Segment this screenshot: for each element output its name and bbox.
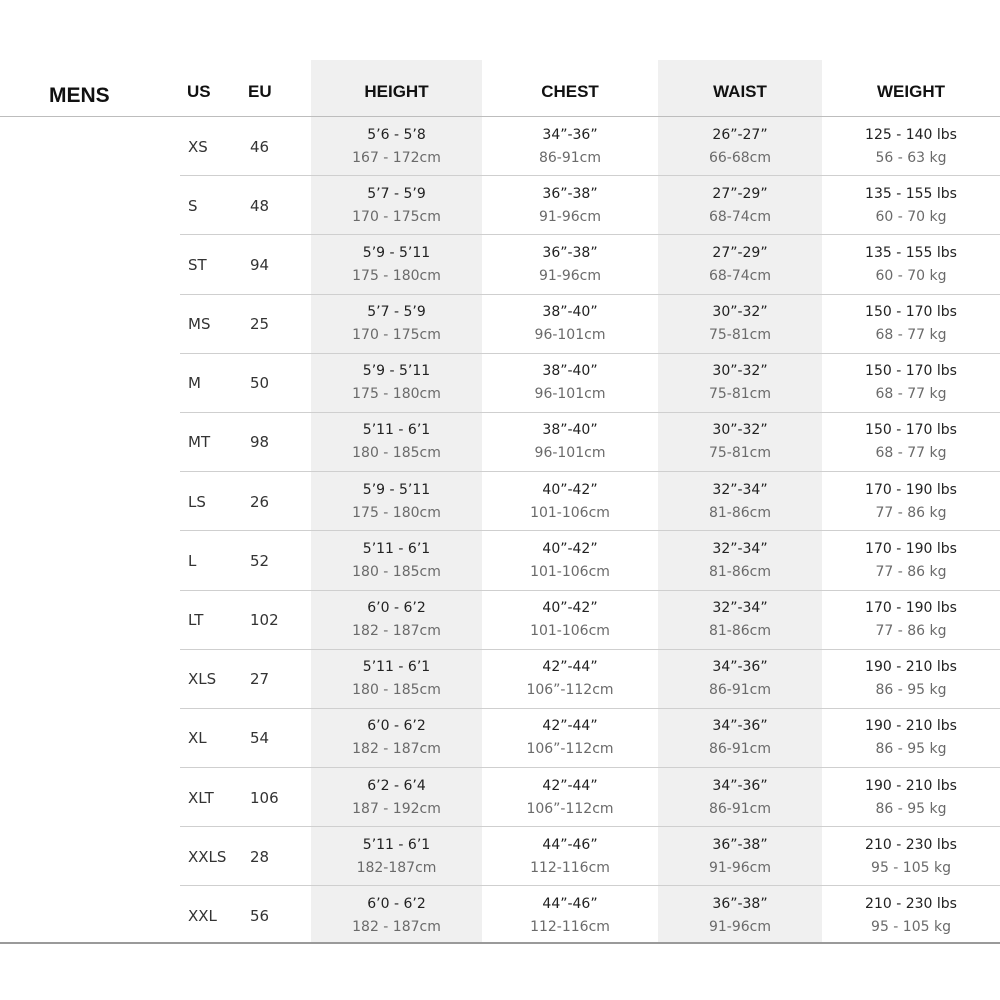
height-metric: 182 - 187cm (352, 741, 441, 758)
size-us: ST (188, 255, 207, 274)
waist-imperial: 30”-32” (712, 363, 768, 380)
waist-imperial: 34”-36” (712, 718, 768, 735)
height-cell (311, 354, 482, 413)
height-cell (311, 117, 482, 176)
waist-cell (658, 176, 822, 235)
table-row (0, 472, 1000, 531)
waist-imperial: 27”-29” (712, 244, 768, 261)
waist-metric: 81-86cm (708, 504, 771, 521)
weight-cell (822, 768, 1000, 827)
chest-metric: 106”-112cm (526, 682, 614, 699)
chest-metric: 91-96cm (538, 267, 601, 284)
weight-metric: 86 - 95 kg (875, 682, 947, 699)
table-row (0, 235, 1000, 294)
waist-imperial: 34”-36” (712, 777, 768, 794)
size-us: XXLS (188, 847, 227, 866)
weight-metric: 56 - 63 kg (875, 149, 947, 166)
height-imperial: 5’11 - 6’1 (362, 659, 431, 676)
waist-cell (658, 827, 822, 886)
table-row (0, 354, 1000, 413)
waist-cell (658, 886, 822, 945)
chest-cell (482, 413, 658, 472)
size-eu: 28 (250, 847, 270, 866)
weight-cell (822, 886, 1000, 945)
weight-imperial: 210 - 230 lbs (865, 895, 957, 912)
height-imperial: 5’9 - 5’11 (362, 363, 431, 380)
chest-cell (482, 768, 658, 827)
table-row (0, 827, 1000, 886)
chest-imperial: 36”-38” (542, 244, 598, 261)
height-imperial: 5’11 - 6’1 (362, 422, 431, 439)
size-us: S (188, 196, 198, 215)
chest-cell (482, 709, 658, 768)
weight-cell (822, 472, 1000, 531)
weight-cell (822, 591, 1000, 650)
header-weight: WEIGHT (877, 82, 945, 101)
chest-metric: 101-106cm (530, 623, 610, 639)
waist-cell (658, 472, 822, 531)
header-height: HEIGHT (364, 82, 429, 101)
chest-metric: 101-106cm (530, 563, 610, 580)
size-us: MS (188, 315, 211, 334)
height-cell (311, 413, 482, 472)
weight-imperial: 170 - 190 lbs (865, 540, 957, 557)
weight-imperial: 135 - 155 lbs (865, 185, 957, 202)
height-metric: 175 - 180cm (352, 504, 441, 521)
chest-cell (482, 827, 658, 886)
weight-cell (822, 413, 1000, 472)
chest-imperial: 42”-44” (542, 718, 598, 735)
size-eu: 48 (250, 196, 270, 215)
chest-metric: 101-106cm (530, 504, 610, 521)
height-metric: 182 - 187cm (352, 918, 441, 935)
size-table-body (0, 117, 1000, 946)
chest-cell (482, 472, 658, 531)
height-metric: 170 - 175cm (352, 327, 441, 344)
chest-imperial: 42”-44” (542, 659, 598, 676)
height-metric: 182 - 187cm (352, 623, 441, 639)
size-eu: 98 (250, 433, 270, 452)
waist-metric: 75-81cm (708, 445, 771, 462)
size-eu: 25 (250, 315, 270, 334)
header-chest: CHEST (541, 82, 599, 101)
size-us: XXL (188, 906, 217, 925)
size-us: MT (188, 433, 211, 452)
height-metric: 175 - 180cm (352, 386, 441, 403)
size-eu: 26 (250, 492, 270, 511)
waist-cell (658, 531, 822, 590)
weight-cell (822, 650, 1000, 709)
table-row (0, 176, 1000, 235)
size-us: XS (188, 137, 208, 156)
height-cell (311, 591, 482, 650)
weight-metric: 77 - 86 kg (875, 623, 947, 639)
chest-cell (482, 886, 658, 945)
waist-cell (658, 591, 822, 650)
weight-imperial: 190 - 210 lbs (865, 718, 957, 735)
height-cell (311, 709, 482, 768)
waist-metric: 81-86cm (708, 623, 771, 639)
height-metric: 187 - 192cm (352, 800, 441, 817)
waist-imperial: 36”-38” (712, 836, 768, 853)
height-cell (311, 886, 482, 945)
chest-imperial: 36”-38” (542, 185, 598, 202)
waist-metric: 66-68cm (708, 149, 771, 166)
weight-imperial: 150 - 170 lbs (865, 304, 957, 321)
weight-metric: 77 - 86 kg (875, 504, 947, 521)
waist-metric: 86-91cm (708, 800, 771, 817)
weight-cell (822, 531, 1000, 590)
chest-metric: 91-96cm (538, 208, 601, 225)
chest-cell (482, 354, 658, 413)
waist-metric: 86-91cm (708, 741, 771, 758)
chest-cell (482, 531, 658, 590)
table-row (0, 768, 1000, 827)
weight-cell (822, 117, 1000, 176)
chest-metric: 96-101cm (534, 327, 606, 344)
height-metric: 182-187cm (356, 859, 437, 876)
chest-imperial: 40”-42” (542, 481, 598, 498)
table-row (0, 709, 1000, 768)
waist-metric: 68-74cm (708, 267, 771, 284)
weight-metric: 68 - 77 kg (875, 386, 947, 403)
weight-metric: 60 - 70 kg (875, 267, 947, 284)
height-metric: 180 - 185cm (352, 563, 441, 580)
weight-imperial: 135 - 155 lbs (865, 244, 957, 261)
chest-cell (482, 235, 658, 294)
chest-imperial: 40”-42” (542, 600, 598, 616)
chest-metric: 106”-112cm (526, 800, 614, 817)
size-eu: 102 (250, 611, 279, 629)
height-cell (311, 176, 482, 235)
height-cell (311, 531, 482, 590)
size-us: M (188, 374, 201, 393)
chest-imperial: 34”-36” (542, 126, 598, 143)
height-imperial: 5’9 - 5’11 (362, 244, 431, 261)
header-waist: WAIST (713, 82, 767, 101)
size-us: XLS (188, 670, 217, 689)
size-eu: 50 (250, 374, 270, 393)
chest-metric: 86-91cm (538, 149, 601, 166)
table-bottom-divider (0, 942, 1000, 944)
weight-imperial: 150 - 170 lbs (865, 422, 957, 439)
height-cell (311, 235, 482, 294)
waist-imperial: 30”-32” (712, 304, 768, 321)
section-title: MENS (49, 84, 110, 107)
waist-metric: 91-96cm (708, 918, 771, 935)
size-eu: 46 (250, 137, 270, 156)
weight-imperial: 210 - 230 lbs (865, 836, 957, 853)
table-row (0, 650, 1000, 709)
table-row (0, 886, 1000, 945)
size-eu: 106 (250, 788, 279, 807)
weight-metric: 95 - 105 kg (871, 918, 951, 935)
height-imperial: 5’7 - 5’9 (367, 185, 426, 202)
waist-metric: 91-96cm (708, 859, 771, 876)
waist-cell (658, 117, 822, 176)
weight-metric: 86 - 95 kg (875, 800, 947, 817)
table-row (0, 117, 1000, 176)
height-cell (311, 650, 482, 709)
weight-imperial: 170 - 190 lbs (865, 600, 957, 616)
waist-metric: 75-81cm (708, 386, 771, 403)
height-cell (311, 768, 482, 827)
chest-imperial: 44”-46” (542, 836, 598, 853)
height-imperial: 5’7 - 5’9 (367, 304, 426, 321)
waist-imperial: 26”-27” (712, 126, 768, 143)
size-us: LT (188, 611, 204, 629)
weight-cell (822, 295, 1000, 354)
table-row (0, 591, 1000, 650)
weight-metric: 95 - 105 kg (871, 859, 951, 876)
chest-cell (482, 117, 658, 176)
height-cell (311, 472, 482, 531)
height-imperial: 6’2 - 6’4 (367, 777, 426, 794)
waist-metric: 68-74cm (708, 208, 771, 225)
height-metric: 167 - 172cm (352, 149, 441, 166)
table-row (0, 531, 1000, 590)
waist-cell (658, 413, 822, 472)
chest-metric: 96-101cm (534, 445, 606, 462)
waist-cell (658, 650, 822, 709)
height-metric: 180 - 185cm (352, 445, 441, 462)
height-metric: 180 - 185cm (352, 682, 441, 699)
chest-imperial: 38”-40” (542, 363, 598, 380)
size-eu: 52 (250, 551, 270, 570)
height-imperial: 5’11 - 6’1 (362, 540, 431, 557)
weight-metric: 60 - 70 kg (875, 208, 947, 225)
chest-imperial: 42”-44” (542, 777, 598, 794)
chest-metric: 106”-112cm (526, 741, 614, 758)
weight-cell (822, 176, 1000, 235)
chest-cell (482, 591, 658, 650)
chest-cell (482, 176, 658, 235)
weight-cell (822, 354, 1000, 413)
size-us: XLT (188, 788, 214, 807)
weight-imperial: 150 - 170 lbs (865, 363, 957, 380)
header-eu: EU (248, 82, 272, 101)
height-metric: 170 - 175cm (352, 208, 441, 225)
weight-metric: 77 - 86 kg (875, 563, 947, 580)
waist-cell (658, 709, 822, 768)
chest-imperial: 40”-42” (542, 540, 598, 557)
chest-metric: 112-116cm (530, 918, 610, 935)
height-imperial: 6’0 - 6’2 (367, 718, 426, 735)
height-imperial: 6’0 - 6’2 (367, 895, 426, 912)
size-us: LS (188, 492, 206, 511)
weight-cell (822, 827, 1000, 886)
chest-cell (482, 295, 658, 354)
chest-imperial: 38”-40” (542, 422, 598, 439)
height-imperial: 5’11 - 6’1 (362, 836, 431, 853)
height-imperial: 5’9 - 5’11 (362, 481, 431, 498)
chest-imperial: 38”-40” (542, 304, 598, 321)
size-eu: 94 (250, 255, 270, 274)
waist-metric: 81-86cm (708, 563, 771, 580)
table-row (0, 413, 1000, 472)
weight-cell (822, 709, 1000, 768)
height-imperial: 6’0 - 6’2 (367, 600, 426, 616)
chest-metric: 112-116cm (530, 859, 610, 876)
weight-metric: 68 - 77 kg (875, 445, 947, 462)
weight-metric: 86 - 95 kg (875, 741, 947, 758)
waist-imperial: 27”-29” (712, 185, 768, 202)
waist-imperial: 32”-34” (712, 540, 768, 557)
waist-metric: 86-91cm (708, 682, 771, 699)
chest-cell (482, 650, 658, 709)
waist-cell (658, 354, 822, 413)
weight-imperial: 125 - 140 lbs (865, 126, 957, 143)
header-us: US (187, 82, 211, 101)
waist-cell (658, 235, 822, 294)
waist-metric: 75-81cm (708, 327, 771, 344)
chest-imperial: 44”-46” (542, 895, 598, 912)
waist-cell (658, 295, 822, 354)
weight-metric: 68 - 77 kg (875, 327, 947, 344)
size-us: L (188, 551, 197, 570)
waist-imperial: 36”-38” (712, 895, 768, 912)
weight-cell (822, 235, 1000, 294)
waist-imperial: 34”-36” (712, 659, 768, 676)
height-metric: 175 - 180cm (352, 267, 441, 284)
height-cell (311, 827, 482, 886)
table-row (0, 295, 1000, 354)
size-eu: 54 (250, 729, 270, 748)
chest-metric: 96-101cm (534, 386, 606, 403)
waist-imperial: 32”-34” (712, 481, 768, 498)
waist-cell (658, 768, 822, 827)
height-cell (311, 295, 482, 354)
size-us: XL (188, 729, 207, 748)
weight-imperial: 170 - 190 lbs (865, 481, 957, 498)
height-imperial: 5’6 - 5’8 (367, 126, 426, 143)
waist-imperial: 30”-32” (712, 422, 768, 439)
waist-imperial: 32”-34” (712, 600, 768, 616)
weight-imperial: 190 - 210 lbs (865, 777, 957, 794)
size-eu: 27 (250, 670, 270, 689)
size-eu: 56 (250, 906, 270, 925)
weight-imperial: 190 - 210 lbs (865, 659, 957, 676)
